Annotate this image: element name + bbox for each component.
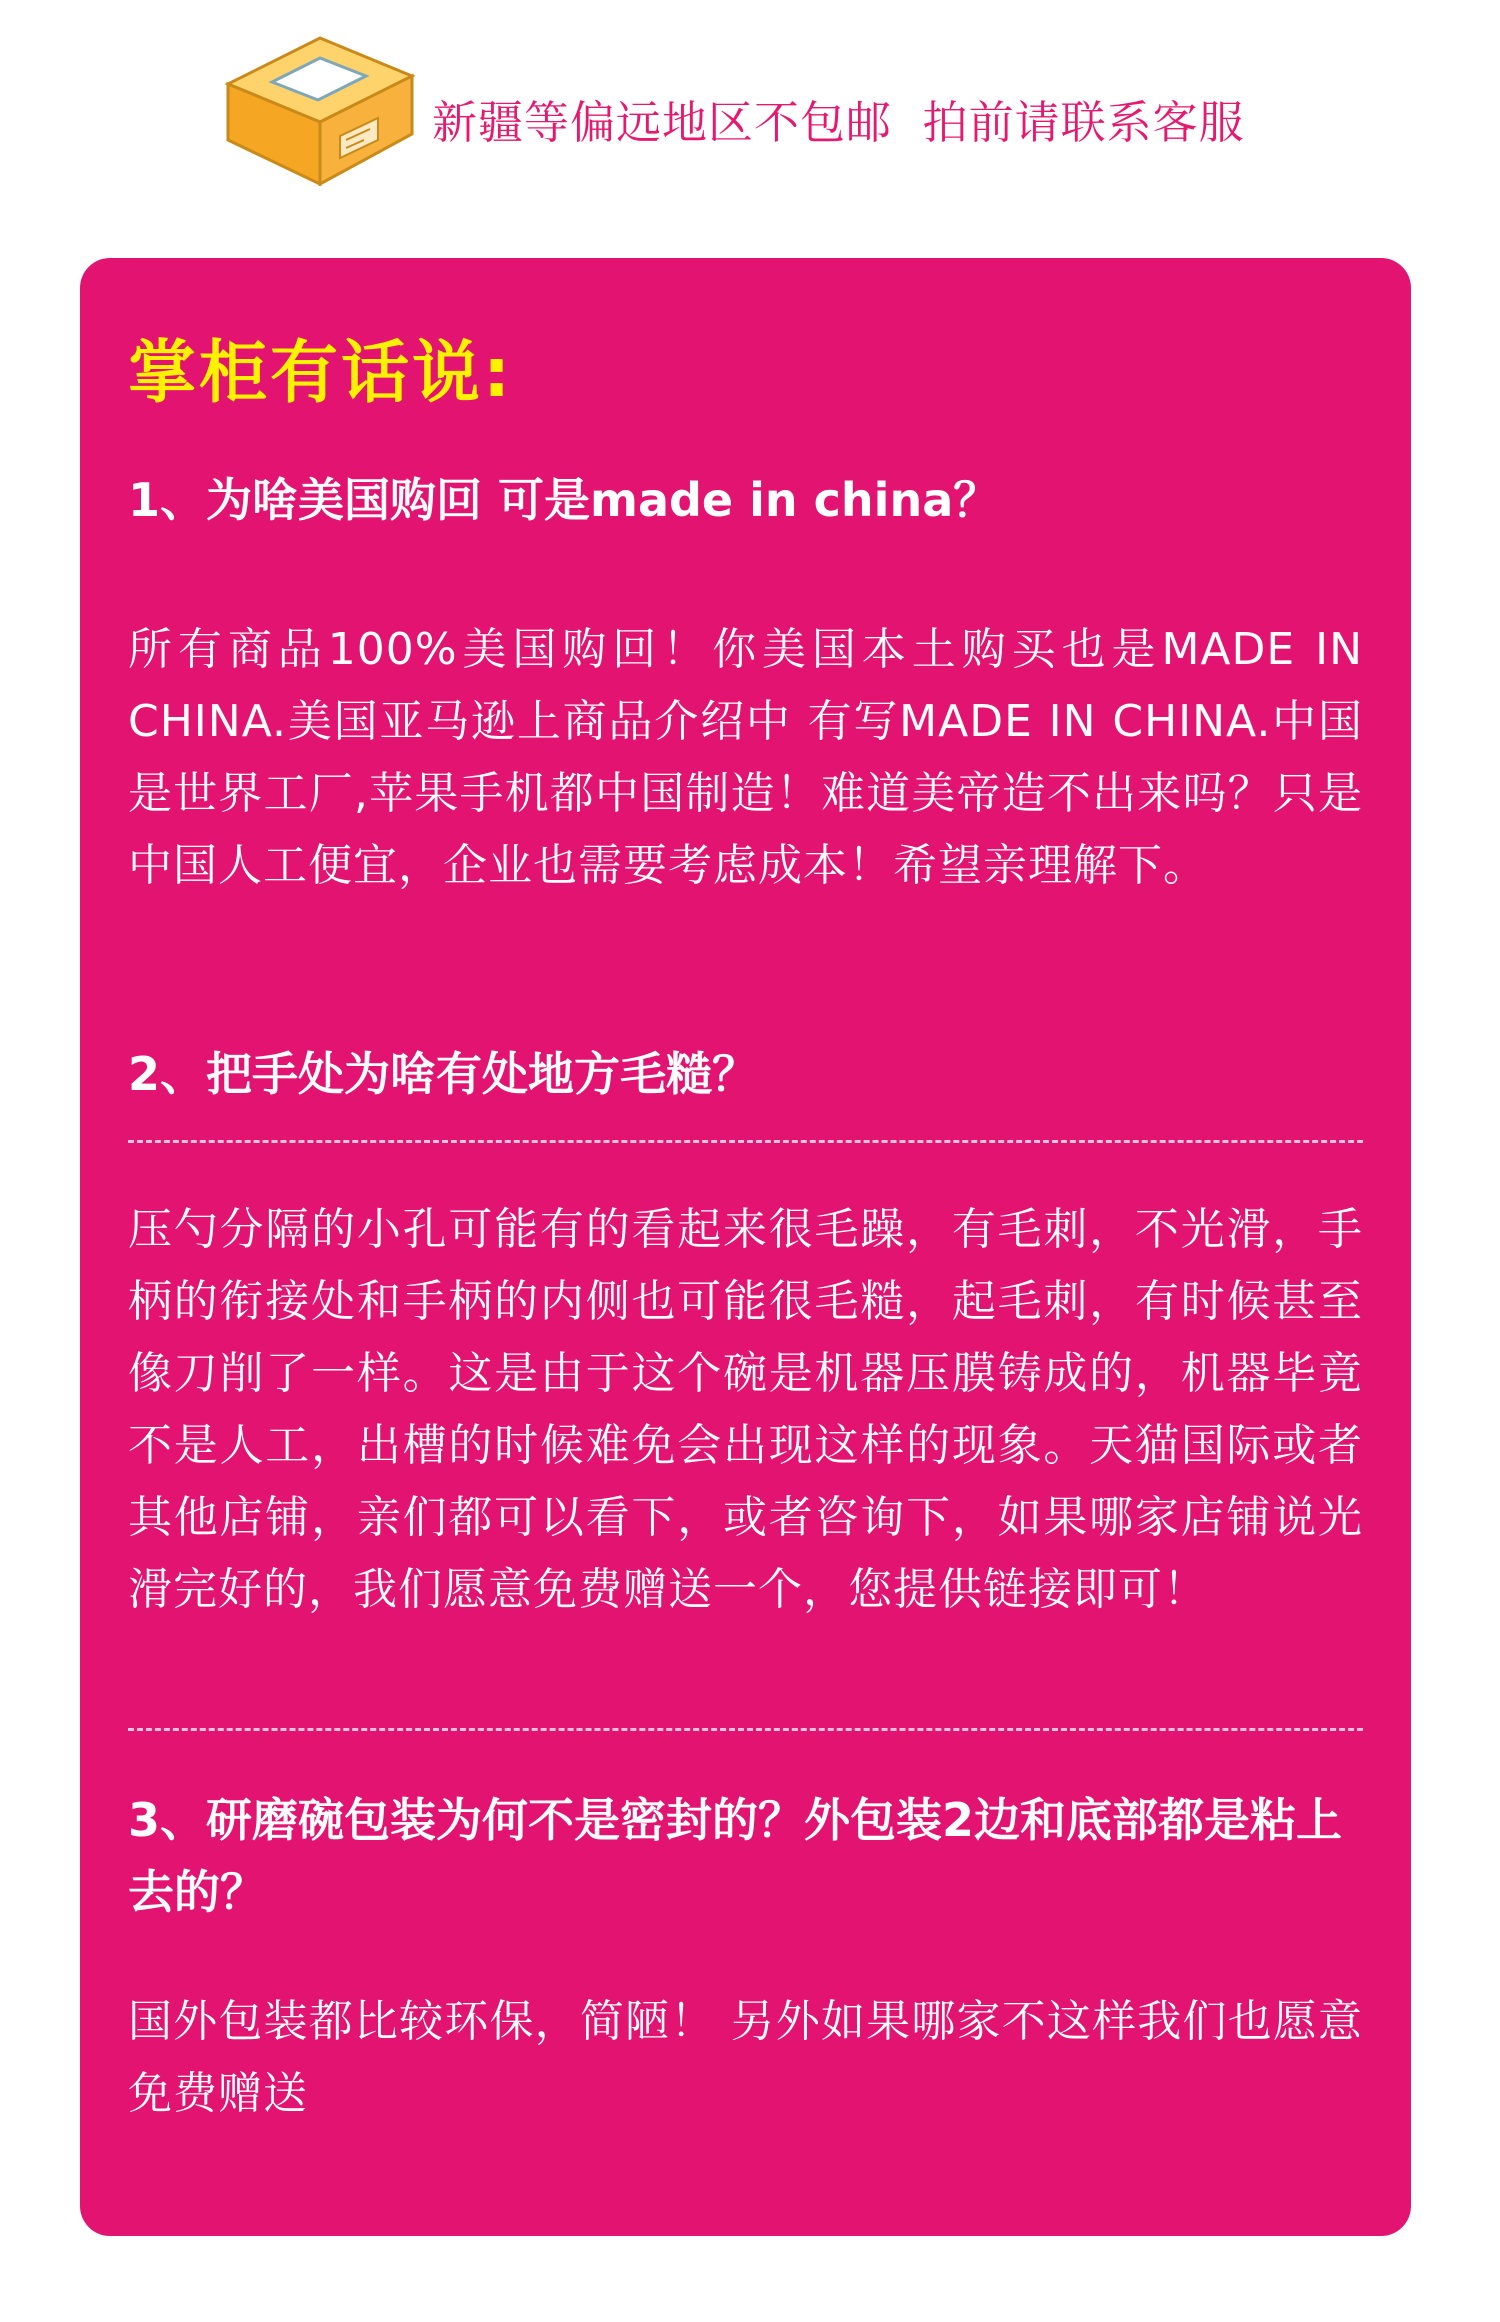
shipping-notice: [220, 36, 1320, 186]
shipping-notice-text: 新疆等偏远地区不包邮 拍前请联系客服: [432, 96, 1245, 149]
faq-answer-3: 国外包装都比较环保，简陋！ 另外如果哪家不这样我们也愿意免费赠送: [128, 1996, 1363, 2119]
faq-answer-1: 所有商品100%美国购回！你美国本土购买也是MADE IN CHINA.美国亚马逊上商品介绍中 有写MADE IN CHINA.中国是世界工厂,苹果手机都中国制造！难道美帝造不出来吗？只是中国人工便宜，企业也需要考虑成本！希望亲理解下。: [128, 624, 1363, 891]
faq-question-3: 3、研磨碗包装为何不是密封的？外包装2边和底部都是粘上去的？: [128, 1793, 1343, 1919]
panel-title: 掌柜有话说:: [128, 334, 514, 413]
shopkeeper-faq-panel: [80, 258, 1411, 2236]
faq-answer-2: 压勺分隔的小孔可能有的看起来很毛躁，有毛刺，不光滑，手柄的衔接处和手柄的内侧也可能很毛糙，起毛刺，有时候甚至像刀削了一样。这是由于这个碗是机器压膜铸成的，机器毕竟不是人工，出槽的时候难免会出现这样的现象。天猫国际或者其他店铺，亲们都可以看下，或者咨询下，如果哪家店铺说光滑完好的，我们愿意免费赠送一个，您提供链接即可！: [128, 1204, 1363, 1615]
dashed-divider: [128, 1728, 1363, 1731]
faq-question-2: 2、把手处为啥有处地方毛糙？: [128, 1047, 759, 1101]
shipping-box-icon: [220, 36, 420, 186]
faq-question-1: 1、为啥美国购回 可是made in china？: [128, 473, 1000, 527]
dashed-divider: [128, 1140, 1363, 1143]
